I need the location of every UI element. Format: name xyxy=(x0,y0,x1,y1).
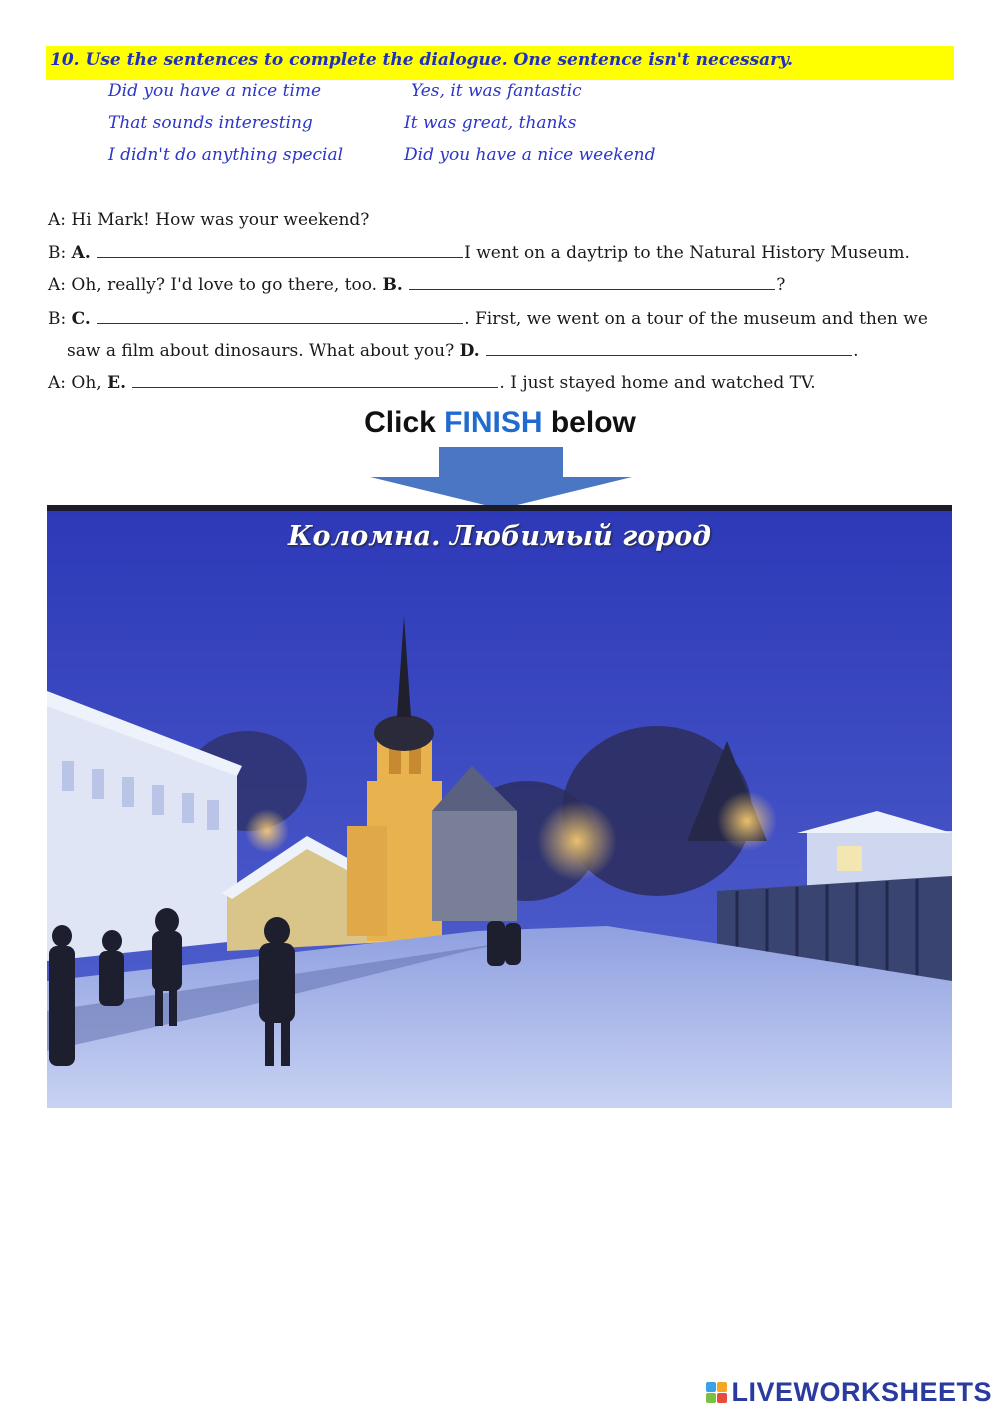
photo-caption: Коломна. Любимый город xyxy=(287,521,712,552)
option-sentence: That sounds interesting xyxy=(108,113,313,133)
dialogue-text: A: Oh, really? I'd love to go there, too. xyxy=(48,275,383,295)
dialogue-text: . xyxy=(853,341,859,361)
answer-blank-a[interactable] xyxy=(97,243,463,258)
down-arrow-icon xyxy=(370,447,632,509)
dialogue-text: A: Oh, xyxy=(48,373,108,393)
winter-street-illustration xyxy=(47,511,952,1108)
option-sentence: It was great, thanks xyxy=(404,113,577,133)
option-sentence: Yes, it was fantastic xyxy=(411,81,582,101)
dialogue-line xyxy=(48,275,785,295)
answer-blank-d[interactable] xyxy=(486,341,852,356)
dialogue-speaker: B: xyxy=(48,243,72,263)
dialogue-line xyxy=(67,341,858,361)
liveworksheets-logo xyxy=(706,1374,992,1410)
blank-label-a: A. xyxy=(71,243,91,263)
answer-blank-e[interactable] xyxy=(132,373,498,388)
task-instruction-text: . Use the sentences to complete the dialogue. One sentence isn't necessary. xyxy=(73,50,793,70)
dialogue-text: A: Hi Mark! How was your weekend? xyxy=(48,210,370,230)
answer-blank-c[interactable] xyxy=(97,309,463,324)
brand-name: LIVEWORKSHEETS xyxy=(731,1376,992,1407)
cta-accent: FINISH xyxy=(444,406,543,439)
option-sentence: Did you have a nice time xyxy=(108,81,322,101)
dialogue-line xyxy=(48,243,910,263)
city-photo xyxy=(47,505,952,1108)
blank-label-b: B. xyxy=(382,275,403,295)
brand-icon xyxy=(706,1382,727,1403)
dialogue-text: I went on a daytrip to the Natural History Museum. xyxy=(464,243,910,263)
cta-after: below xyxy=(542,406,636,439)
dialogue-text: saw a film about dinosaurs. What about you? xyxy=(67,341,460,361)
dialogue-line xyxy=(48,210,369,230)
blank-label-d: D. xyxy=(459,341,480,361)
option-sentence: I didn't do anything special xyxy=(108,145,344,165)
task-instruction xyxy=(46,46,954,80)
blank-label-c: C. xyxy=(71,309,91,329)
dialogue-text: ? xyxy=(776,275,786,295)
dialogue-line xyxy=(48,373,816,393)
dialogue-text: . I just stayed home and watched TV. xyxy=(499,373,816,393)
cta-before: Click xyxy=(364,406,445,439)
finish-instruction xyxy=(0,406,1000,440)
dialogue-line xyxy=(48,309,928,329)
blank-label-e: E. xyxy=(107,373,126,393)
option-sentence: Did you have a nice weekend xyxy=(404,145,656,165)
dialogue-text: . First, we went on a tour of the museum and then we xyxy=(464,309,928,329)
task-number: 10 xyxy=(50,50,74,70)
answer-blank-b[interactable] xyxy=(409,275,775,290)
dialogue-speaker: B: xyxy=(48,309,72,329)
